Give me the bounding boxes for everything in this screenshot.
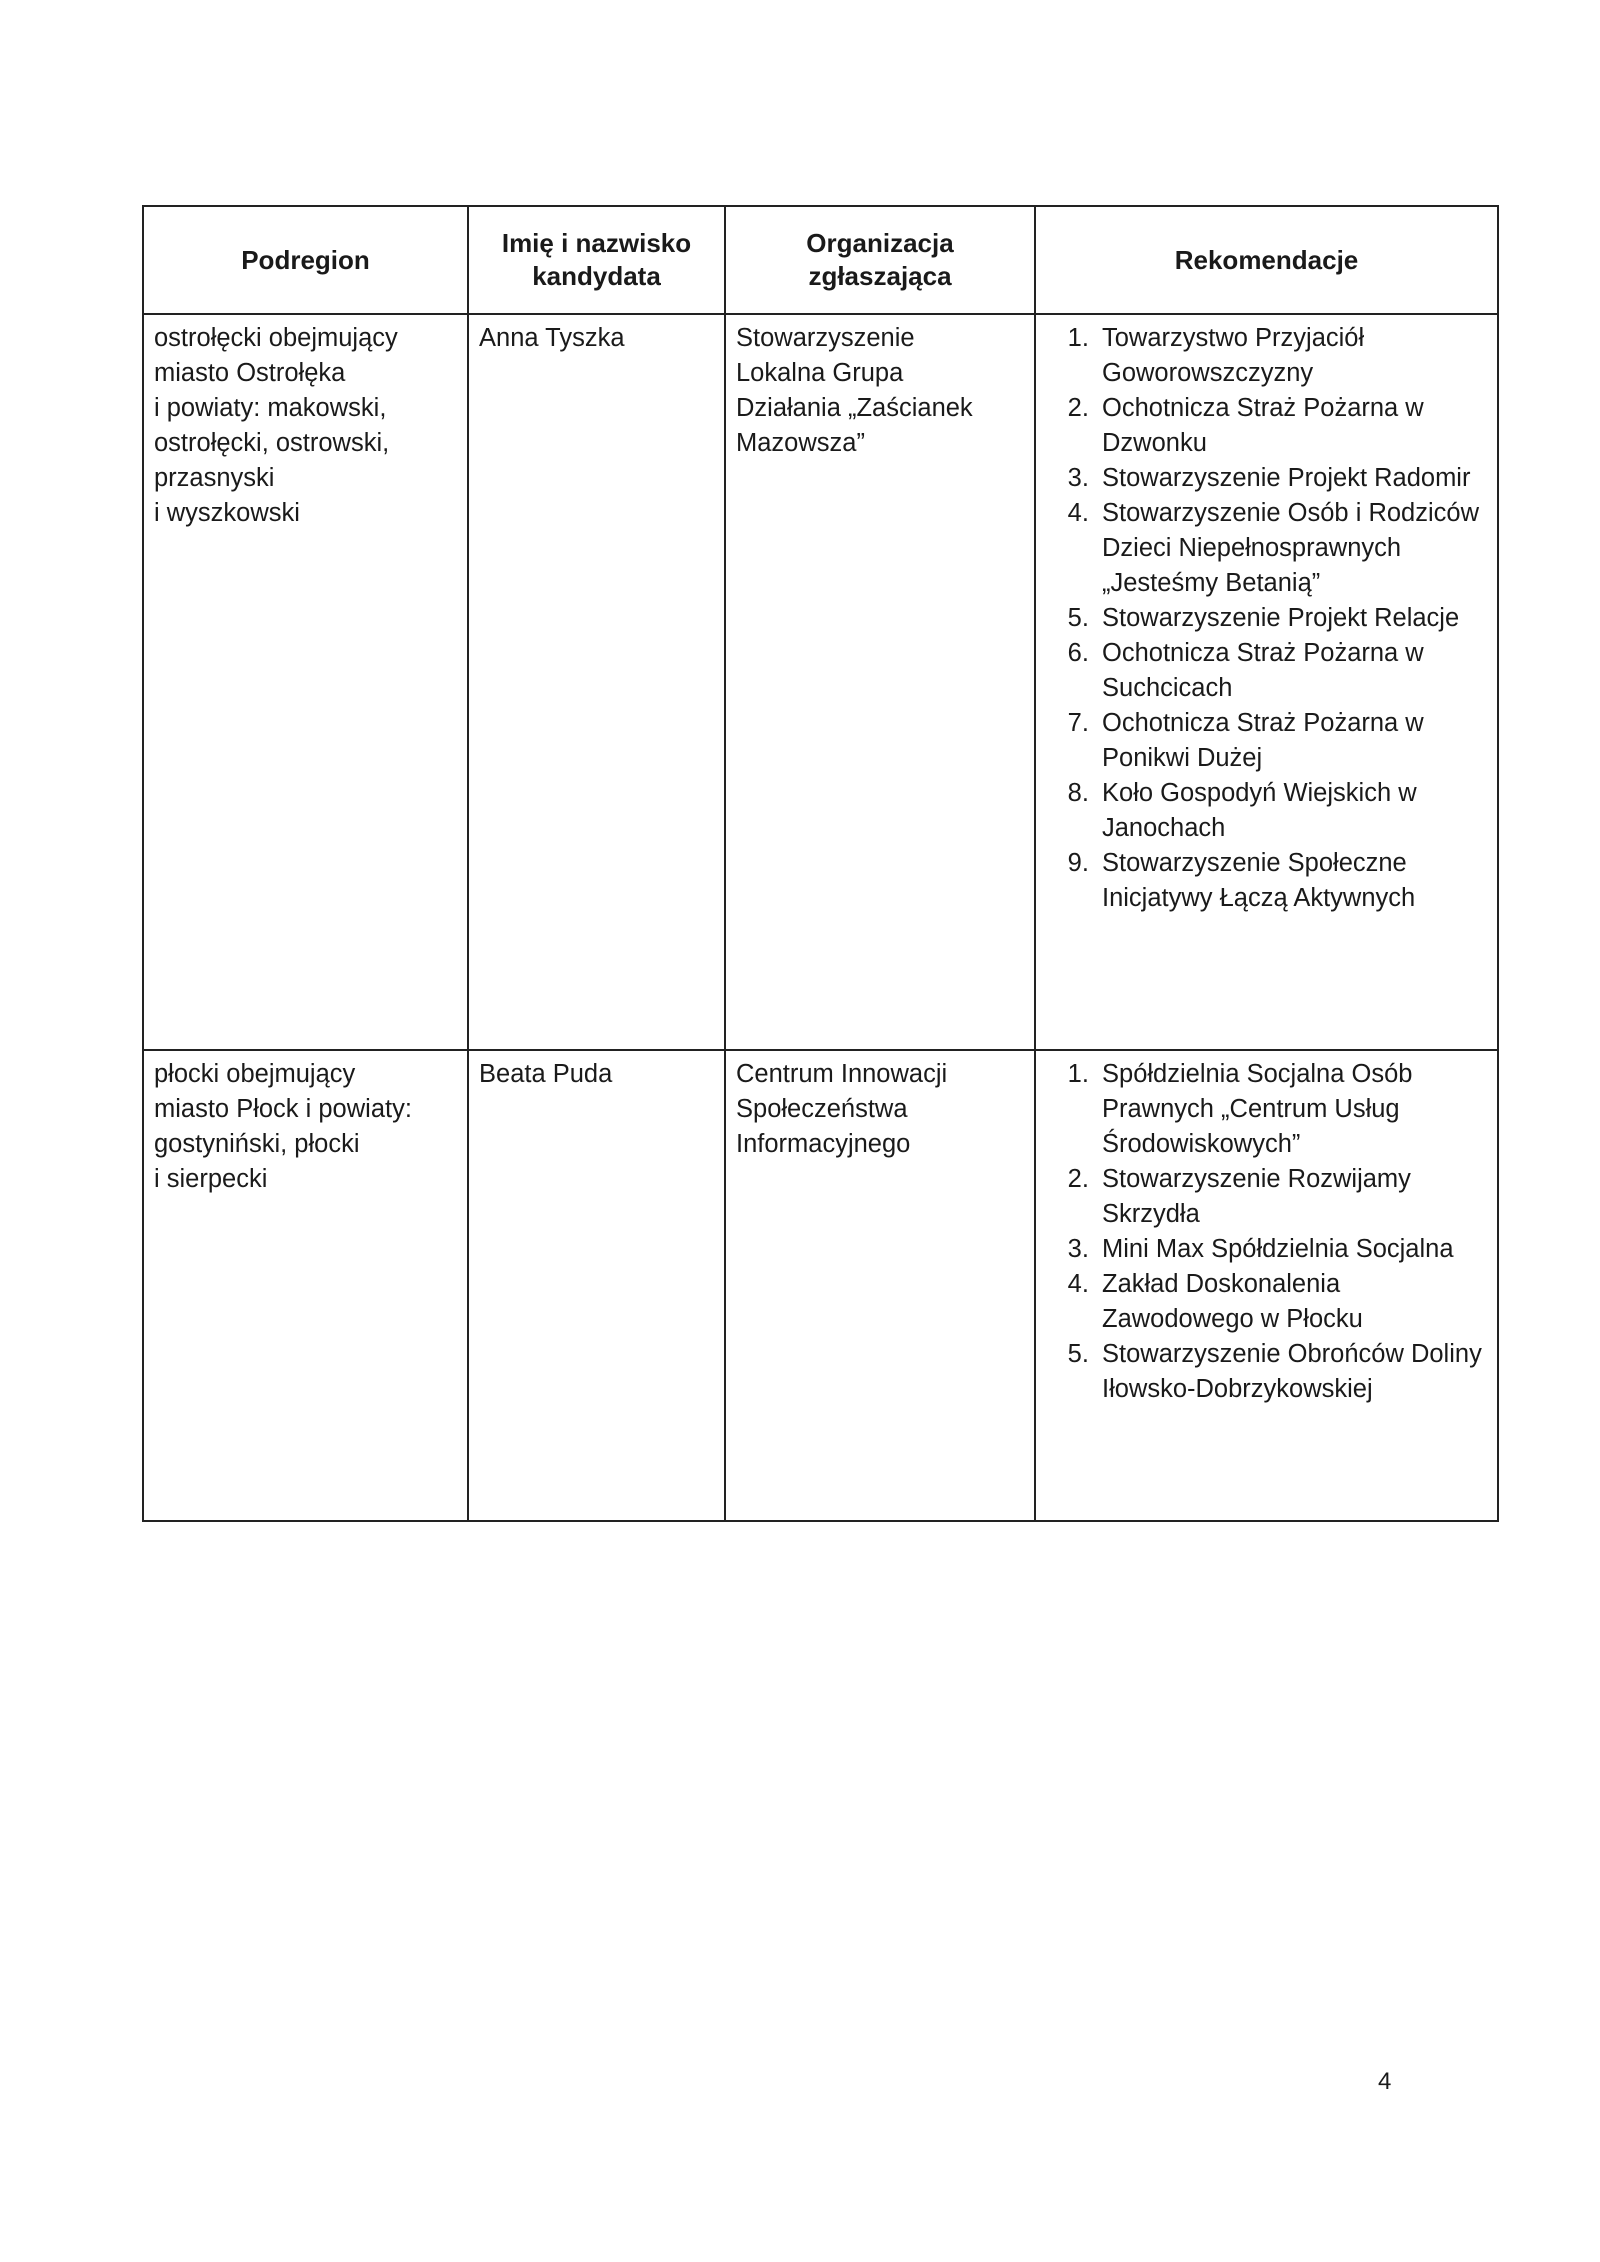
recommendation-item: 4. Zakład Doskonalenia Zawodowego w Płocku bbox=[1096, 1267, 1487, 1337]
subregion-cell bbox=[143, 314, 468, 1050]
candidate-name: Anna Tyszka bbox=[479, 324, 625, 352]
candidate-cell bbox=[468, 314, 725, 1050]
recommendations-cell bbox=[1035, 314, 1498, 1050]
header-row bbox=[143, 206, 1498, 314]
table-header bbox=[143, 206, 1498, 314]
header-recommendations-label: Rekomendacje bbox=[1174, 244, 1359, 275]
page-number: 4 bbox=[1378, 2068, 1392, 2095]
header-candidate bbox=[468, 206, 725, 314]
subregion-line: i powiaty: makowski, bbox=[154, 394, 387, 422]
recommendation-item: 5. Stowarzyszenie Obrońców Doliny Iłowsko-Dobrzykowskiej bbox=[1096, 1337, 1487, 1407]
recommendation-item: 3. Mini Max Spółdzielnia Socjalna bbox=[1096, 1232, 1487, 1267]
recommendation-item: 2. Stowarzyszenie Rozwijamy Skrzydła bbox=[1096, 1162, 1487, 1232]
header-subregion bbox=[143, 206, 468, 314]
subregion-line: i wyszkowski bbox=[154, 499, 300, 527]
header-organization-line1: Organizacja bbox=[806, 228, 954, 258]
header-candidate-line1: Imię i nazwisko bbox=[501, 228, 692, 258]
organization-line: Stowarzyszenie bbox=[736, 324, 915, 352]
organization-line: Mazowsza” bbox=[736, 429, 865, 457]
candidate-name: Beata Puda bbox=[479, 1060, 613, 1088]
organization-line: Społeczeństwa bbox=[736, 1095, 908, 1123]
subregion-line: gostyniński, płocki bbox=[154, 1130, 360, 1158]
recommendation-item: 4. Stowarzyszenie Osób i Rodziców Dzieci Niepełnosprawnych „Jesteśmy Betanią” bbox=[1096, 496, 1487, 601]
candidate-cell bbox=[468, 1050, 725, 1521]
candidates-table bbox=[142, 205, 1499, 1522]
recommendation-item: 6. Ochotnicza Straż Pożarna w Suchcicach bbox=[1096, 636, 1487, 706]
subregion-line: ostrołęcki, ostrowski, bbox=[154, 429, 390, 457]
organization-cell bbox=[725, 1050, 1035, 1521]
header-organization bbox=[725, 206, 1035, 314]
recommendation-item: 2. Ochotnicza Straż Pożarna w Dzwonku bbox=[1096, 391, 1487, 461]
recommendations-cell bbox=[1035, 1050, 1498, 1521]
table-body bbox=[143, 314, 1498, 1521]
table-row bbox=[143, 1050, 1498, 1521]
subregion-line: przasnyski bbox=[154, 464, 275, 492]
recommendation-item: 8. Koło Gospodyń Wiejskich w Janochach bbox=[1096, 776, 1487, 846]
organization-cell bbox=[725, 314, 1035, 1050]
recommendations-list bbox=[1046, 321, 1487, 916]
recommendations-list bbox=[1046, 1057, 1487, 1407]
organization-line: Centrum Innowacji bbox=[736, 1060, 948, 1088]
subregion-line: płocki obejmujący bbox=[154, 1060, 356, 1088]
recommendation-item: 7. Ochotnicza Straż Pożarna w Ponikwi Dużej bbox=[1096, 706, 1487, 776]
table-row bbox=[143, 314, 1498, 1050]
subregion-line: ostrołęcki obejmujący bbox=[154, 324, 398, 352]
recommendation-item: 1. Spółdzielnia Socjalna Osób Prawnych „Centrum Usług Środowiskowych” bbox=[1096, 1057, 1487, 1162]
organization-line: Informacyjnego bbox=[736, 1130, 911, 1158]
subregion-line: miasto Ostrołęka bbox=[154, 359, 346, 387]
recommendation-item: 3. Stowarzyszenie Projekt Radomir bbox=[1096, 461, 1487, 496]
subregion-line: i sierpecki bbox=[154, 1165, 268, 1193]
recommendation-item: 9. Stowarzyszenie Społeczne Inicjatywy Łączą Aktywnych bbox=[1096, 846, 1487, 916]
header-candidate-line2: kandydata bbox=[532, 261, 661, 291]
organization-line: Działania „Zaścianek bbox=[736, 394, 973, 422]
header-organization-line2: zgłaszająca bbox=[808, 261, 952, 291]
subregion-line: miasto Płock i powiaty: bbox=[154, 1095, 412, 1123]
recommendation-item: 5. Stowarzyszenie Projekt Relacje bbox=[1096, 601, 1487, 636]
subregion-cell bbox=[143, 1050, 468, 1521]
header-recommendations bbox=[1035, 206, 1498, 314]
header-subregion-label: Podregion bbox=[241, 244, 370, 275]
organization-line: Lokalna Grupa bbox=[736, 359, 904, 387]
recommendation-item: 1. Towarzystwo Przyjaciół Goworowszczyzny bbox=[1096, 321, 1487, 391]
